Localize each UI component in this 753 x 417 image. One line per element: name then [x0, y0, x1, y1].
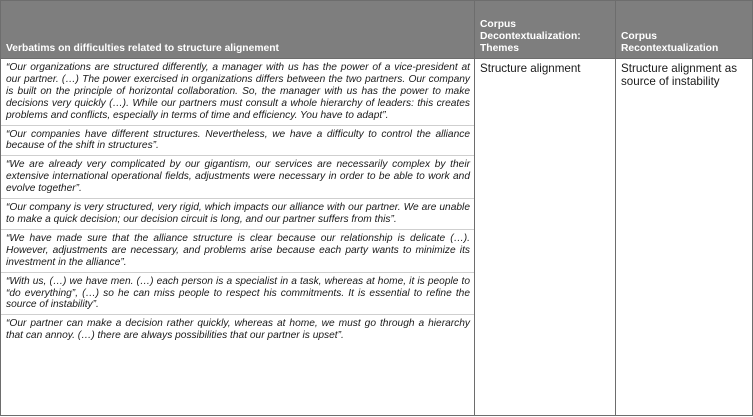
verbatim-quote: “Our company is very structured, very rigid, which impacts our alliance with our partner. We are unable to make a quick decision; our decision circuit is long, and our partner suffers from this”. — [1, 199, 474, 230]
header-recontextualization: Corpus Recontextualization — [616, 1, 753, 59]
verbatim-quote: “Our companies have different structures. Nevertheless, we have a difficulty to control the alliance because of the shift in structures”. — [1, 126, 474, 157]
header-verbatims: Verbatims on difficulties related to structure alignement — [1, 1, 475, 59]
verbatims-cell — [1, 59, 475, 416]
header-row — [1, 1, 753, 59]
header-decontextualization: Corpus Decontextualization: Themes — [475, 1, 616, 59]
verbatim-quote: “We are already very complicated by our gigantism, our services are necessarily complex by their extensive international operational fields, adjustments were necessary in order to be able to work and evolve together”. — [1, 156, 474, 199]
verbatim-quote: “Our organizations are structured differently, a manager with us has the power of a vice-president at our partner. (…) The power exercised in organizations differs between the two partners. Our company is built on the principle of horizontal collaboration. So, the manager with us has the power to make decisions very quickly (…). While our partners must consult a whole hierarchy of leaders: this creates problems and conflicts, especially in terms of time and efficiency. You have to adapt”. — [1, 59, 474, 126]
theme-cell: Structure alignment — [475, 59, 616, 416]
verbatim-quote: “We have made sure that the alliance structure is clear because our relationship is delicate (…). However, adjustments are necessary, and problems arise because each party wants to minimize its investment in the alliance”. — [1, 230, 474, 273]
verbatim-quote: “Our partner can make a decision rather quickly, whereas at home, we must go through a hierarchy that can annoy. (…) there are always possibilities that our partner is upset”. — [6, 318, 470, 342]
body-row — [1, 59, 753, 416]
recontextualization-cell: Structure alignment as source of instability — [616, 59, 753, 416]
verbatim-quote: “With us, (…) we have men. (…) each person is a specialist in a task, whereas at home, it is people to “do everything”, (…) so he can miss people to respect his commitments. It is essential to refine the source of instability”. — [1, 273, 474, 316]
